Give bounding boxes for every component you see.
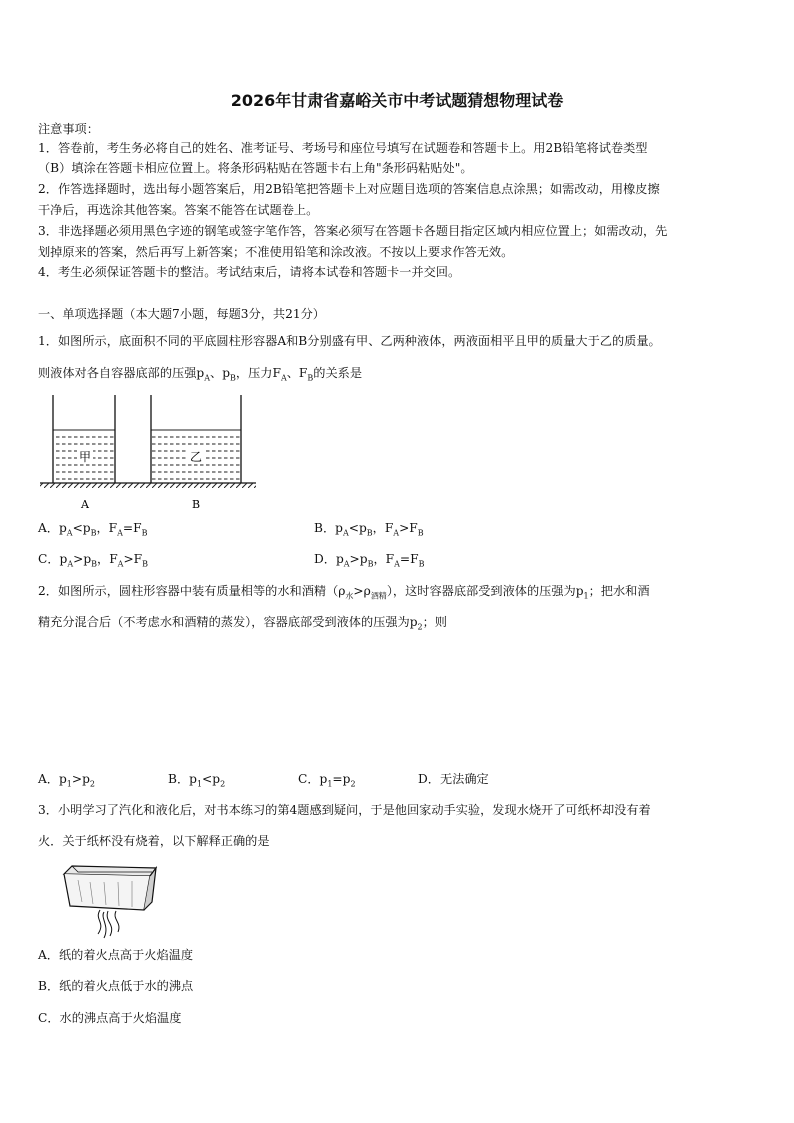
container-b-label: B — [191, 498, 201, 511]
page-title: 2026年甘肃省嘉峪关市中考试题猜想物理试卷 — [230, 91, 564, 110]
notice-line: 1．答卷前，考生务必将自己的姓名、准考证号、考场号和座位号填写在试题卷和答题卡上。用2B铅笔将试卷类型 — [38, 141, 648, 155]
liquid-a-label: 甲 — [78, 450, 92, 464]
q2-stem-line1: 2．如图所示，圆柱形容器中装有质量相等的水和酒精$(\rho_水>\rho_{酒精})$，这时容器底部受到液体的压强为$p_1$；把水和酒 — [38, 584, 650, 601]
q2-stem-line2: 精充分混合后（不考虑水和酒精的蒸发），容器底部受到液体的压强为$p_2$；则 — [38, 615, 447, 632]
q1-option-a[interactable]: A．$p_A<p_B$，$F_A=F_B$ — [38, 521, 148, 538]
notice-line: 干净后，再选涂其他答案。答案不能答在试题卷上。 — [38, 203, 319, 217]
q2-option-c[interactable]: C．$p_1=p_2$ — [298, 772, 356, 789]
q1-option-c[interactable]: C．$p_A>p_B$，$F_A>F_B$ — [38, 552, 149, 569]
section-heading: 一、单项选择题（本大题7小题，每题3分，共21分） — [38, 307, 325, 321]
q2-option-b[interactable]: B．$p_1<p_2$ — [168, 772, 226, 789]
liquid-b-label: 乙 — [189, 450, 203, 464]
flame-icon — [98, 910, 119, 938]
q3-stem-line2: 火．关于纸杯没有烧着，以下解释正确的是 — [38, 834, 270, 848]
q3-stem-line1: 3．小明学习了汽化和液化后，对书本练习的第4题感到疑问，于是他回家动手实验，发现水烧开了可纸杯却没有着 — [38, 803, 651, 817]
notice-heading: 注意事项： — [38, 122, 99, 136]
q1-stem-line1: 1．如图所示，底面积不同的平底圆柱形容器A和B分别盛有甲、乙两种液体，两液面相平且甲的质量大于乙的质量。 — [38, 334, 661, 348]
q1-option-b[interactable]: B．$p_A<p_B$，$F_A>F_B$ — [314, 521, 424, 538]
ground-hatch — [40, 483, 256, 488]
notice-line: 2．作答选择题时，选出每小题答案后，用2B铅笔把答题卡上对应题目选项的答案信息点涂黑；如需改动，用橡皮擦 — [38, 182, 660, 196]
q3-option-a[interactable]: A．纸的着火点高于火焰温度 — [38, 948, 194, 962]
notice-line: 划掉原来的答案，然后再写上新答案；不准使用铅笔和涂改液。不按以上要求作答无效。 — [38, 245, 514, 259]
cup-body — [64, 874, 150, 910]
container-a-label: A — [81, 498, 89, 511]
notice-line: 4．考生必须保证答题卡的整洁。考试结束后，请将本试卷和答题卡一并交回。 — [38, 265, 461, 279]
q1-stem-line2: 则液体对各自容器底部的压强$p_A$、$p_B$，压力$F_A$、$F_B$的关系是 — [38, 366, 363, 383]
q3-paper-cup-figure — [60, 862, 160, 940]
notice-line: （B）填涂在答题卡相应位置上。将条形码粘贴在答题卡右上角"条形码粘贴处"。 — [38, 161, 473, 175]
q2-option-d[interactable]: D．无法确定 — [418, 772, 489, 786]
q3-option-b[interactable]: B．纸的着火点低于水的沸点 — [38, 979, 194, 993]
q3-option-c[interactable]: C．水的沸点高于火焰温度 — [38, 1011, 182, 1025]
notice-line: 3．非选择题必须用黑色字迹的钢笔或签字笔作答，答案必须写在答题卡各题目指定区域内相应位置上；如需改动，先 — [38, 224, 668, 238]
q2-option-a[interactable]: A．$p_1>p_2$ — [38, 772, 95, 789]
q1-option-d[interactable]: D．$p_A>p_B$，$F_A=F_B$ — [314, 552, 425, 569]
q1-container-figure — [38, 392, 260, 514]
